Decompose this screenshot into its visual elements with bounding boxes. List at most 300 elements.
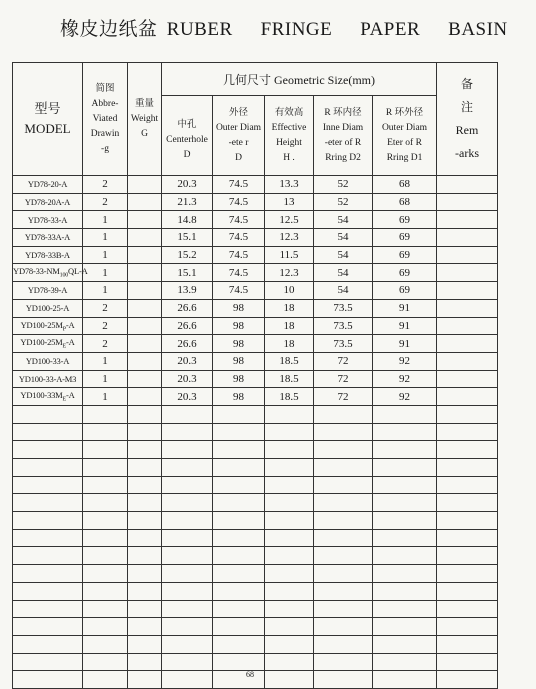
empty-cell bbox=[314, 405, 373, 423]
empty-cell bbox=[128, 582, 162, 600]
header-r-inner-diameter bbox=[314, 96, 373, 176]
empty-row bbox=[13, 459, 498, 477]
empty-cell bbox=[128, 600, 162, 618]
header-line: 注 bbox=[460, 100, 473, 114]
remarks-cell bbox=[437, 317, 498, 335]
remarks-cell bbox=[437, 370, 498, 388]
empty-cell bbox=[128, 618, 162, 636]
table-row bbox=[13, 352, 498, 370]
header-line: -g bbox=[101, 143, 109, 154]
table-row bbox=[13, 176, 498, 194]
model-suffix: -A bbox=[66, 337, 75, 348]
outer-diameter-cell: 74.5 bbox=[213, 176, 265, 194]
empty-cell bbox=[13, 441, 83, 459]
outer-diameter-cell: 98 bbox=[213, 388, 265, 406]
empty-row bbox=[13, 423, 498, 441]
r-outer-cell: 91 bbox=[373, 299, 437, 317]
model-code: YD100-25-A bbox=[25, 303, 70, 314]
weight-cell bbox=[128, 335, 162, 353]
outer-diameter-cell: 74.5 bbox=[213, 229, 265, 247]
empty-cell bbox=[437, 671, 498, 689]
empty-cell bbox=[213, 423, 265, 441]
empty-cell bbox=[83, 653, 128, 671]
model-cell bbox=[13, 193, 83, 211]
empty-cell bbox=[162, 582, 213, 600]
empty-cell bbox=[373, 547, 437, 565]
empty-cell bbox=[437, 582, 498, 600]
height-cell: 12.5 bbox=[265, 211, 314, 229]
empty-row bbox=[13, 565, 498, 583]
height-cell: 13.3 bbox=[265, 176, 314, 194]
header-line: R 环内径 bbox=[324, 107, 362, 118]
model-cell bbox=[13, 317, 83, 335]
drawing-cell: 2 bbox=[83, 193, 128, 211]
header-weight bbox=[128, 63, 162, 176]
model-cell bbox=[13, 176, 83, 194]
empty-cell bbox=[128, 423, 162, 441]
centerhole-cell: 21.3 bbox=[162, 193, 213, 211]
outer-diameter-cell: 74.5 bbox=[213, 246, 265, 264]
empty-cell bbox=[13, 635, 83, 653]
r-outer-cell: 91 bbox=[373, 335, 437, 353]
empty-cell bbox=[373, 459, 437, 477]
empty-cell bbox=[265, 476, 314, 494]
empty-cell bbox=[314, 441, 373, 459]
centerhole-cell: 26.6 bbox=[162, 335, 213, 353]
model-suffix: QL-A bbox=[68, 266, 88, 277]
empty-cell bbox=[265, 653, 314, 671]
centerhole-cell: 15.2 bbox=[162, 246, 213, 264]
drawing-cell: 1 bbox=[83, 282, 128, 300]
model-code: YD100-25M bbox=[20, 337, 63, 348]
empty-cell bbox=[373, 582, 437, 600]
title-word: FRINGE bbox=[260, 19, 333, 40]
drawing-cell: 1 bbox=[83, 229, 128, 247]
table-row bbox=[13, 388, 498, 406]
header-line: -ete r bbox=[228, 137, 249, 148]
model-code: YD78-33B-A bbox=[25, 250, 70, 261]
header-line: Weight bbox=[130, 113, 159, 124]
empty-row bbox=[13, 547, 498, 565]
empty-row bbox=[13, 405, 498, 423]
empty-cell bbox=[213, 618, 265, 636]
empty-cell bbox=[83, 441, 128, 459]
model-code: YD100-25M bbox=[20, 319, 63, 330]
empty-cell bbox=[213, 600, 265, 618]
empty-cell bbox=[13, 494, 83, 512]
r-inner-cell: 54 bbox=[314, 229, 373, 247]
empty-cell bbox=[213, 565, 265, 583]
r-outer-cell: 92 bbox=[373, 352, 437, 370]
model-code: YD78-33-NM bbox=[13, 266, 60, 277]
remarks-cell bbox=[437, 299, 498, 317]
empty-cell bbox=[13, 582, 83, 600]
empty-cell bbox=[83, 405, 128, 423]
table-body bbox=[13, 176, 498, 689]
remarks-cell bbox=[437, 388, 498, 406]
header-line: H . bbox=[283, 152, 295, 163]
empty-cell bbox=[213, 547, 265, 565]
remarks-cell bbox=[437, 176, 498, 194]
drawing-cell: 2 bbox=[83, 176, 128, 194]
empty-cell bbox=[373, 405, 437, 423]
empty-cell bbox=[128, 671, 162, 689]
height-cell: 18 bbox=[265, 335, 314, 353]
header-model bbox=[13, 63, 83, 176]
empty-cell bbox=[83, 476, 128, 494]
height-cell: 10 bbox=[265, 282, 314, 300]
empty-cell bbox=[265, 635, 314, 653]
empty-cell bbox=[437, 441, 498, 459]
r-inner-cell: 72 bbox=[314, 388, 373, 406]
model-cell bbox=[13, 264, 88, 282]
r-inner-cell: 54 bbox=[314, 211, 373, 229]
empty-cell bbox=[373, 441, 437, 459]
empty-cell bbox=[213, 582, 265, 600]
model-cell bbox=[13, 246, 83, 264]
outer-diameter-cell: 98 bbox=[213, 299, 265, 317]
table-row bbox=[13, 317, 498, 335]
empty-cell bbox=[213, 476, 265, 494]
remarks-cell bbox=[437, 335, 498, 353]
r-inner-cell: 52 bbox=[314, 176, 373, 194]
header-line: Eter of R bbox=[387, 137, 422, 148]
drawing-cell: 1 bbox=[83, 264, 128, 282]
model-code: YD100-33M bbox=[20, 390, 63, 401]
r-inner-cell: 73.5 bbox=[314, 335, 373, 353]
remarks-cell bbox=[437, 211, 498, 229]
weight-cell bbox=[128, 193, 162, 211]
header-line: 重量 bbox=[134, 98, 154, 109]
weight-cell bbox=[128, 229, 162, 247]
header-line: G bbox=[141, 128, 148, 139]
remarks-cell bbox=[437, 282, 498, 300]
weight-cell bbox=[128, 246, 162, 264]
header-line: 简图 bbox=[95, 83, 115, 94]
empty-cell bbox=[437, 618, 498, 636]
empty-cell bbox=[314, 494, 373, 512]
height-cell: 12.3 bbox=[265, 229, 314, 247]
empty-cell bbox=[265, 512, 314, 530]
empty-cell bbox=[162, 441, 213, 459]
r-outer-cell: 69 bbox=[373, 246, 437, 264]
title-word: BASIN bbox=[448, 19, 508, 40]
empty-cell bbox=[128, 512, 162, 530]
empty-cell bbox=[437, 529, 498, 547]
empty-row bbox=[13, 441, 498, 459]
model-code: YD100-33-A-M3 bbox=[18, 373, 77, 384]
centerhole-cell: 13.9 bbox=[162, 282, 213, 300]
empty-cell bbox=[437, 476, 498, 494]
model-cell bbox=[13, 370, 83, 388]
empty-cell bbox=[162, 618, 213, 636]
table-row bbox=[13, 264, 498, 282]
table-row bbox=[13, 193, 498, 211]
empty-cell bbox=[213, 512, 265, 530]
header-line: Centerhole bbox=[166, 135, 208, 145]
empty-cell bbox=[265, 547, 314, 565]
empty-cell bbox=[213, 459, 265, 477]
outer-diameter-cell: 74.5 bbox=[213, 193, 265, 211]
empty-cell bbox=[83, 671, 128, 689]
r-outer-cell: 68 bbox=[373, 176, 437, 194]
header-line: Outer Diam bbox=[215, 122, 262, 133]
r-inner-cell: 72 bbox=[314, 352, 373, 370]
weight-cell bbox=[128, 211, 162, 229]
header-effective-height bbox=[265, 96, 314, 176]
empty-cell bbox=[314, 547, 373, 565]
remarks-cell bbox=[437, 264, 498, 282]
empty-cell bbox=[213, 653, 265, 671]
empty-cell bbox=[128, 459, 162, 477]
empty-cell bbox=[213, 405, 265, 423]
header-line: 有效高 bbox=[274, 107, 304, 118]
empty-cell bbox=[373, 600, 437, 618]
r-inner-cell: 73.5 bbox=[314, 299, 373, 317]
empty-cell bbox=[314, 635, 373, 653]
empty-cell bbox=[128, 635, 162, 653]
r-outer-cell: 69 bbox=[373, 229, 437, 247]
drawing-cell: 1 bbox=[83, 388, 128, 406]
empty-cell bbox=[213, 494, 265, 512]
r-inner-cell: 54 bbox=[314, 264, 373, 282]
model-subscript: P bbox=[62, 326, 66, 333]
empty-cell bbox=[437, 494, 498, 512]
r-inner-cell: 54 bbox=[314, 246, 373, 264]
header-line: Height bbox=[276, 137, 302, 148]
header-line: D bbox=[235, 152, 242, 163]
drawing-cell: 2 bbox=[83, 299, 128, 317]
table-row bbox=[13, 246, 498, 264]
empty-cell bbox=[373, 618, 437, 636]
empty-cell bbox=[128, 565, 162, 583]
weight-cell bbox=[128, 264, 162, 282]
weight-cell bbox=[128, 176, 162, 194]
empty-cell bbox=[162, 529, 213, 547]
model-subscript: 100 bbox=[59, 273, 69, 280]
height-cell: 13 bbox=[265, 193, 314, 211]
table-row bbox=[13, 229, 498, 247]
outer-diameter-cell: 98 bbox=[213, 370, 265, 388]
centerhole-cell: 15.1 bbox=[162, 229, 213, 247]
empty-row bbox=[13, 600, 498, 618]
empty-row bbox=[13, 618, 498, 636]
empty-cell bbox=[83, 423, 128, 441]
model-suffix: -A bbox=[66, 390, 75, 401]
height-cell: 18 bbox=[265, 299, 314, 317]
empty-cell bbox=[162, 494, 213, 512]
empty-cell bbox=[265, 529, 314, 547]
centerhole-cell: 20.3 bbox=[162, 352, 213, 370]
header-remarks bbox=[437, 63, 498, 176]
empty-cell bbox=[162, 423, 213, 441]
empty-cell bbox=[13, 512, 83, 530]
model-code: YD78-39-A bbox=[27, 285, 68, 296]
weight-cell bbox=[128, 282, 162, 300]
empty-cell bbox=[83, 459, 128, 477]
header-line: Rem bbox=[455, 123, 479, 137]
header-line: Rring D1 bbox=[386, 152, 423, 163]
outer-diameter-cell: 74.5 bbox=[213, 211, 265, 229]
outer-diameter-cell: 98 bbox=[213, 317, 265, 335]
header-line: Outer Diam bbox=[381, 122, 428, 133]
table-row bbox=[13, 282, 498, 300]
header-model-zh: 型号 bbox=[34, 101, 61, 116]
empty-cell bbox=[128, 494, 162, 512]
title-word: RUBER bbox=[166, 19, 233, 40]
model-cell bbox=[13, 229, 83, 247]
drawing-cell: 2 bbox=[83, 317, 128, 335]
empty-row bbox=[13, 582, 498, 600]
header-line: 外径 bbox=[228, 107, 248, 118]
model-cell bbox=[13, 282, 83, 300]
empty-cell bbox=[83, 600, 128, 618]
header-line: Drawin bbox=[90, 128, 120, 139]
empty-cell bbox=[128, 547, 162, 565]
centerhole-cell: 14.8 bbox=[162, 211, 213, 229]
empty-cell bbox=[314, 671, 373, 689]
empty-cell bbox=[437, 459, 498, 477]
model-code: YD78-20-A bbox=[27, 179, 68, 190]
empty-cell bbox=[162, 653, 213, 671]
empty-cell bbox=[265, 405, 314, 423]
empty-cell bbox=[437, 423, 498, 441]
drawing-cell: 1 bbox=[83, 370, 128, 388]
model-code: YD78-33-A bbox=[27, 214, 68, 225]
model-cell bbox=[13, 299, 83, 317]
empty-cell bbox=[13, 565, 83, 583]
empty-cell bbox=[265, 494, 314, 512]
empty-cell bbox=[162, 405, 213, 423]
model-subscript: E bbox=[62, 343, 66, 350]
empty-cell bbox=[128, 476, 162, 494]
empty-cell bbox=[314, 600, 373, 618]
centerhole-cell: 15.1 bbox=[162, 264, 213, 282]
header-model-en: MODEL bbox=[24, 121, 71, 136]
empty-cell bbox=[83, 494, 128, 512]
empty-cell bbox=[373, 529, 437, 547]
empty-cell bbox=[437, 405, 498, 423]
weight-cell bbox=[128, 299, 162, 317]
empty-cell bbox=[213, 671, 265, 689]
empty-cell bbox=[162, 459, 213, 477]
header-abbreviated-drawing bbox=[83, 63, 128, 176]
centerhole-cell: 26.6 bbox=[162, 317, 213, 335]
r-outer-cell: 91 bbox=[373, 317, 437, 335]
model-cell bbox=[13, 211, 83, 229]
r-outer-cell: 69 bbox=[373, 282, 437, 300]
drawing-cell: 1 bbox=[83, 352, 128, 370]
empty-cell bbox=[13, 671, 83, 689]
outer-diameter-cell: 74.5 bbox=[213, 264, 265, 282]
height-cell: 18.5 bbox=[265, 370, 314, 388]
header-outer-diameter bbox=[213, 96, 265, 176]
model-cell bbox=[13, 352, 83, 370]
header-line: R 环外径 bbox=[385, 107, 424, 118]
height-cell: 11.5 bbox=[265, 246, 314, 264]
empty-cell bbox=[162, 476, 213, 494]
title-chinese: 橡皮边纸盆 bbox=[60, 19, 158, 40]
table-header bbox=[13, 63, 498, 176]
empty-row bbox=[13, 529, 498, 547]
empty-cell bbox=[373, 423, 437, 441]
r-inner-cell: 52 bbox=[314, 193, 373, 211]
empty-cell bbox=[213, 529, 265, 547]
empty-cell bbox=[265, 671, 314, 689]
empty-cell bbox=[373, 476, 437, 494]
model-cell bbox=[13, 335, 83, 353]
height-cell: 18 bbox=[265, 317, 314, 335]
drawing-cell: 1 bbox=[83, 211, 128, 229]
empty-cell bbox=[314, 618, 373, 636]
empty-cell bbox=[213, 635, 265, 653]
header-line: 中孔 bbox=[177, 120, 197, 130]
title-english bbox=[167, 19, 536, 40]
weight-cell bbox=[128, 352, 162, 370]
header-line: Effective bbox=[271, 122, 307, 133]
model-subscript: E bbox=[62, 396, 66, 403]
remarks-cell bbox=[437, 229, 498, 247]
empty-row bbox=[13, 512, 498, 530]
weight-cell bbox=[128, 370, 162, 388]
empty-cell bbox=[373, 494, 437, 512]
r-inner-cell: 73.5 bbox=[314, 317, 373, 335]
title-word: PAPER bbox=[360, 19, 421, 40]
remarks-cell bbox=[437, 246, 498, 264]
empty-cell bbox=[437, 635, 498, 653]
header-centerhole bbox=[162, 96, 213, 176]
page-number: 68 bbox=[246, 670, 254, 679]
model-code: YD78-20A-A bbox=[24, 197, 71, 208]
empty-cell bbox=[162, 600, 213, 618]
empty-cell bbox=[437, 565, 498, 583]
empty-cell bbox=[83, 565, 128, 583]
header-line: -eter of R bbox=[324, 137, 362, 148]
empty-cell bbox=[13, 653, 83, 671]
empty-cell bbox=[314, 476, 373, 494]
header-r-outer-diameter bbox=[373, 96, 437, 176]
empty-cell bbox=[373, 653, 437, 671]
header-line: Abbre- bbox=[91, 98, 119, 109]
empty-cell bbox=[213, 441, 265, 459]
table-row bbox=[13, 370, 498, 388]
r-inner-cell: 72 bbox=[314, 370, 373, 388]
empty-cell bbox=[13, 405, 83, 423]
empty-cell bbox=[265, 582, 314, 600]
drawing-cell: 2 bbox=[83, 335, 128, 353]
header-line: Rring D2 bbox=[325, 152, 361, 163]
empty-cell bbox=[13, 459, 83, 477]
empty-cell bbox=[83, 512, 128, 530]
empty-row bbox=[13, 635, 498, 653]
model-cell bbox=[13, 388, 83, 406]
r-outer-cell: 68 bbox=[373, 193, 437, 211]
empty-cell bbox=[373, 565, 437, 583]
model-suffix: -A bbox=[65, 319, 75, 330]
empty-cell bbox=[128, 441, 162, 459]
header-line: -arks bbox=[455, 146, 479, 160]
outer-diameter-cell: 98 bbox=[213, 352, 265, 370]
empty-cell bbox=[265, 441, 314, 459]
empty-cell bbox=[13, 476, 83, 494]
empty-cell bbox=[13, 547, 83, 565]
header-geometric-size: 几何尺寸 Geometric Size(mm) bbox=[162, 63, 437, 96]
empty-cell bbox=[437, 653, 498, 671]
empty-cell bbox=[314, 459, 373, 477]
header-line: Viated bbox=[92, 113, 118, 124]
empty-cell bbox=[128, 529, 162, 547]
empty-cell bbox=[83, 529, 128, 547]
